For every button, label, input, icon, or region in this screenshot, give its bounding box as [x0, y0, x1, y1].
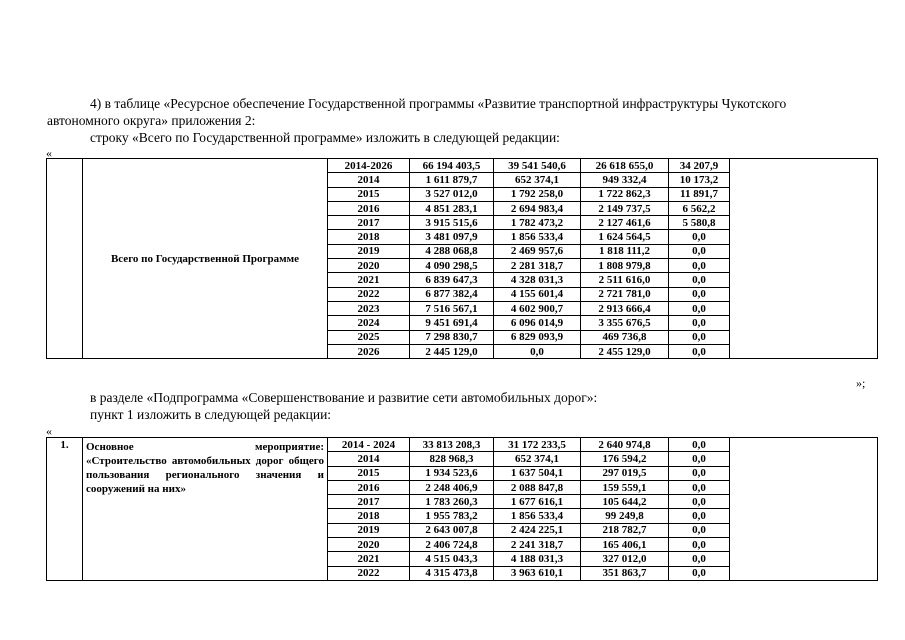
period-cell: 2015: [328, 466, 410, 480]
item-description: [83, 438, 328, 581]
period-cell: 2016: [328, 201, 410, 215]
district-budget-cell: 1 637 504,1: [494, 466, 581, 480]
federal-budget-cell: 1 624 564,5: [581, 230, 669, 244]
total-cell: 1 934 523,6: [410, 466, 494, 480]
district-budget-cell: 2 424 225,1: [494, 523, 581, 537]
period-cell: 2019: [328, 244, 410, 258]
period-cell: 2021: [328, 552, 410, 566]
total-cell: 4 090 298,5: [410, 259, 494, 273]
period-cell: 2026: [328, 344, 410, 358]
federal-budget-cell: 1 722 862,3: [581, 187, 669, 201]
district-budget-cell: 0,0: [494, 344, 581, 358]
section-line-2: пункт 1 изложить в следующей редакции:: [90, 407, 332, 422]
district-budget-cell: 2 241 318,7: [494, 538, 581, 552]
district-budget-cell: 4 328 031,3: [494, 273, 581, 287]
total-cell: 3 915 515,6: [410, 216, 494, 230]
period-cell: 2014: [328, 173, 410, 187]
open-quote-1: «: [46, 146, 52, 160]
federal-budget-cell: 2 511 616,0: [581, 273, 669, 287]
table-row: [47, 159, 878, 173]
district-budget-cell: 4 188 031,3: [494, 552, 581, 566]
total-cell: 2 445 129,0: [410, 344, 494, 358]
federal-budget-cell: 327 012,0: [581, 552, 669, 566]
empty-executor-cell: [730, 159, 878, 359]
period-cell: 2020: [328, 259, 410, 273]
total-cell: 828 968,3: [410, 452, 494, 466]
federal-budget-cell: 2 913 666,4: [581, 301, 669, 315]
district-budget-cell: 2 281 318,7: [494, 259, 581, 273]
federal-budget-cell: 351 863,7: [581, 566, 669, 580]
close-quote-1: »;: [856, 376, 866, 390]
table-row: [47, 438, 878, 452]
district-budget-cell: 4 155 601,4: [494, 287, 581, 301]
district-budget-cell: 6 829 093,9: [494, 330, 581, 344]
period-cell: 2016: [328, 480, 410, 494]
district-budget-cell: 4 602 900,7: [494, 301, 581, 315]
period-cell: 2014-2026: [328, 159, 410, 173]
total-cell: 3 527 012,0: [410, 187, 494, 201]
total-cell: 4 851 283,1: [410, 201, 494, 215]
district-budget-cell: 39 541 540,6: [494, 159, 581, 173]
item-number: 1.: [47, 438, 83, 581]
other-sources-cell: 0,0: [669, 552, 730, 566]
federal-budget-cell: 1 818 111,2: [581, 244, 669, 258]
description-text: «Строительство автомобильных дорог общего пользования регионального значения и сооружений на них»: [86, 455, 324, 495]
other-sources-cell: 0,0: [669, 287, 730, 301]
empty-executor-cell: [730, 438, 878, 581]
total-cell: 33 813 208,3: [410, 438, 494, 452]
total-cell: 6 839 647,3: [410, 273, 494, 287]
district-budget-cell: 31 172 233,5: [494, 438, 581, 452]
other-sources-cell: 0,0: [669, 316, 730, 330]
total-cell: 2 643 007,8: [410, 523, 494, 537]
federal-budget-cell: 3 355 676,5: [581, 316, 669, 330]
total-cell: 1 611 879,7: [410, 173, 494, 187]
other-sources-cell: 0,0: [669, 495, 730, 509]
subprogram-item-table: [46, 437, 878, 581]
intro-line-2: автономного округа» приложения 2:: [47, 113, 256, 128]
other-sources-cell: 0,0: [669, 259, 730, 273]
total-cell: 2 248 406,9: [410, 480, 494, 494]
period-cell: 2017: [328, 216, 410, 230]
other-sources-cell: 0,0: [669, 466, 730, 480]
district-budget-cell: 1 856 533,4: [494, 509, 581, 523]
intro-line-1: 4) в таблице «Ресурсное обеспечение Государственной программы «Развитие транспортной инфраструктуры Чукотского: [90, 96, 787, 111]
other-sources-cell: 10 173,2: [669, 173, 730, 187]
federal-budget-cell: 2 127 461,6: [581, 216, 669, 230]
open-quote-2: «: [46, 424, 52, 438]
other-sources-cell: 0,0: [669, 330, 730, 344]
total-cell: 4 315 473,8: [410, 566, 494, 580]
district-budget-cell: 2 088 847,8: [494, 480, 581, 494]
other-sources-cell: 0,0: [669, 452, 730, 466]
row-label: Всего по Государственной Программе: [83, 159, 328, 359]
other-sources-cell: 0,0: [669, 244, 730, 258]
federal-budget-cell: 1 808 979,8: [581, 259, 669, 273]
period-cell: 2021: [328, 273, 410, 287]
district-budget-cell: 652 374,1: [494, 173, 581, 187]
district-budget-cell: 6 096 014,9: [494, 316, 581, 330]
other-sources-cell: 5 580,8: [669, 216, 730, 230]
period-cell: 2024: [328, 316, 410, 330]
total-cell: 4 288 068,8: [410, 244, 494, 258]
other-sources-cell: 0,0: [669, 523, 730, 537]
empty-number-cell: [47, 159, 83, 359]
period-cell: 2025: [328, 330, 410, 344]
total-cell: 3 481 097,9: [410, 230, 494, 244]
federal-budget-cell: 2 721 781,0: [581, 287, 669, 301]
district-budget-cell: 2 469 957,6: [494, 244, 581, 258]
total-cell: 9 451 691,4: [410, 316, 494, 330]
total-cell: 1 955 783,2: [410, 509, 494, 523]
other-sources-cell: 0,0: [669, 273, 730, 287]
total-cell: 1 783 260,3: [410, 495, 494, 509]
federal-budget-cell: 469 736,8: [581, 330, 669, 344]
other-sources-cell: 0,0: [669, 344, 730, 358]
other-sources-cell: 6 562,2: [669, 201, 730, 215]
period-cell: 2019: [328, 523, 410, 537]
other-sources-cell: 0,0: [669, 509, 730, 523]
period-cell: 2023: [328, 301, 410, 315]
federal-budget-cell: 105 644,2: [581, 495, 669, 509]
period-cell: 2018: [328, 509, 410, 523]
district-budget-cell: 3 963 610,1: [494, 566, 581, 580]
period-cell: 2018: [328, 230, 410, 244]
other-sources-cell: 11 891,7: [669, 187, 730, 201]
federal-budget-cell: 165 406,1: [581, 538, 669, 552]
other-sources-cell: 0,0: [669, 438, 730, 452]
other-sources-cell: 0,0: [669, 301, 730, 315]
period-cell: 2022: [328, 287, 410, 301]
period-cell: 2022: [328, 566, 410, 580]
district-budget-cell: 652 374,1: [494, 452, 581, 466]
total-cell: 7 298 830,7: [410, 330, 494, 344]
description-word-left: Основное: [86, 441, 134, 453]
district-budget-cell: 1 782 473,2: [494, 216, 581, 230]
resource-total-table: [46, 158, 878, 359]
period-cell: 2014 - 2024: [328, 438, 410, 452]
federal-budget-cell: 99 249,8: [581, 509, 669, 523]
period-cell: 2017: [328, 495, 410, 509]
section-line-1: в разделе «Подпрограмма «Совершенствование и развитие сети автомобильных дорог»:: [90, 390, 598, 405]
federal-budget-cell: 176 594,2: [581, 452, 669, 466]
federal-budget-cell: 2 149 737,5: [581, 201, 669, 215]
other-sources-cell: 0,0: [669, 566, 730, 580]
description-word-right: мероприятие:: [254, 441, 324, 453]
total-cell: 2 406 724,8: [410, 538, 494, 552]
period-cell: 2014: [328, 452, 410, 466]
intro-line-3: строку «Всего по Государственной программе» изложить в следующей редакции:: [90, 130, 560, 145]
description-first-line: [86, 440, 324, 454]
other-sources-cell: 0,0: [669, 230, 730, 244]
district-budget-cell: 2 694 983,4: [494, 201, 581, 215]
federal-budget-cell: 2 455 129,0: [581, 344, 669, 358]
total-cell: 4 515 043,3: [410, 552, 494, 566]
district-budget-cell: 1 792 258,0: [494, 187, 581, 201]
other-sources-cell: 34 207,9: [669, 159, 730, 173]
district-budget-cell: 1 856 533,4: [494, 230, 581, 244]
period-cell: 2015: [328, 187, 410, 201]
federal-budget-cell: 297 019,5: [581, 466, 669, 480]
other-sources-cell: 0,0: [669, 538, 730, 552]
federal-budget-cell: 218 782,7: [581, 523, 669, 537]
total-cell: 66 194 403,5: [410, 159, 494, 173]
federal-budget-cell: 2 640 974,8: [581, 438, 669, 452]
total-cell: 6 877 382,4: [410, 287, 494, 301]
other-sources-cell: 0,0: [669, 480, 730, 494]
total-cell: 7 516 567,1: [410, 301, 494, 315]
federal-budget-cell: 949 332,4: [581, 173, 669, 187]
district-budget-cell: 1 677 616,1: [494, 495, 581, 509]
period-cell: 2020: [328, 538, 410, 552]
federal-budget-cell: 26 618 655,0: [581, 159, 669, 173]
federal-budget-cell: 159 559,1: [581, 480, 669, 494]
